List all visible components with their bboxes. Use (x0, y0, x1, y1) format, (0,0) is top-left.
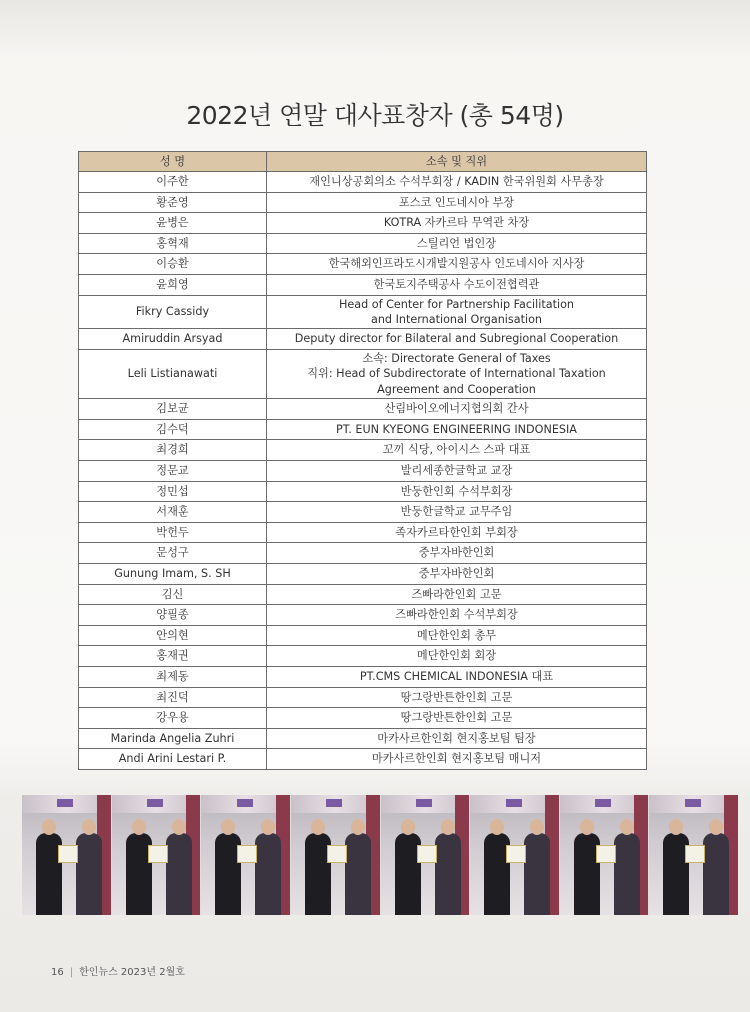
awardee-name: 서재훈 (79, 502, 267, 523)
publication-name: 한인뉴스 2023년 2월호 (79, 967, 185, 978)
awardee-affiliation: 포스코 인도네시아 부장 (267, 192, 647, 213)
awardees-table (78, 151, 647, 770)
table-row (79, 440, 647, 461)
awardee-figure (703, 833, 729, 915)
awardee-name: 홍재권 (79, 646, 267, 667)
table-row (79, 295, 647, 329)
awardee-affiliation: Head of Center for Partnership Facilitation and International Organisation (267, 295, 647, 329)
awardee-name: 문성구 (79, 543, 267, 564)
table-row (79, 329, 647, 350)
page-number: 16 (51, 967, 64, 978)
awardee-affiliation: 반둥한글학교 교무주임 (267, 502, 647, 523)
table-row (79, 460, 647, 481)
awardee-affiliation: KOTRA 자카르타 무역관 차장 (267, 213, 647, 234)
awardee-name: 김보균 (79, 399, 267, 420)
certificate-icon (596, 845, 616, 863)
awardee-affiliation: 마카사르한인회 현지홍보팀 팀장 (267, 728, 647, 749)
awardee-affiliation: 꼬끼 식당, 아이시스 스파 대표 (267, 440, 647, 461)
awardee-name: 최진덕 (79, 687, 267, 708)
awardee-affiliation: 산림바이오에너지협의회 간사 (267, 399, 647, 420)
awardee-affiliation: 마카사르한인회 현지홍보팀 매니저 (267, 749, 647, 770)
awardee-name: 박헌두 (79, 522, 267, 543)
awardee-affiliation: PT. EUN KYEONG ENGINEERING INDONESIA (267, 419, 647, 440)
certificate-icon (506, 845, 526, 863)
header-name: 성 명 (79, 152, 267, 172)
awardee-name: 이승환 (79, 254, 267, 275)
awardee-name: Andi Arini Lestari P. (79, 749, 267, 770)
table-row (79, 274, 647, 295)
award-photo-strip (22, 795, 738, 915)
awardee-affiliation: 반둥한인회 수석부회장 (267, 481, 647, 502)
awardee-affiliation: 즈빠라한인회 수석부회장 (267, 605, 647, 626)
awardee-name: 윤희영 (79, 274, 267, 295)
certificate-icon (237, 845, 257, 863)
certificate-icon (58, 845, 78, 863)
table-row (79, 605, 647, 626)
table-row (79, 502, 647, 523)
awardee-name: 정민섭 (79, 481, 267, 502)
awardee-affiliation: Deputy director for Bilateral and Subregional Cooperation (267, 329, 647, 350)
awardee-affiliation: 즈빠라한인회 고문 (267, 584, 647, 605)
awardee-name: 김신 (79, 584, 267, 605)
page-footer (51, 963, 185, 978)
awardee-affiliation: 한국해외인프라도시개발지원공사 인도네시아 지사장 (267, 254, 647, 275)
awardee-name: 김수덕 (79, 419, 267, 440)
awardee-affiliation: 중부자바한인회 (267, 543, 647, 564)
awardee-figure (435, 833, 461, 915)
table-row (79, 481, 647, 502)
awardee-affiliation: 땅그랑반튼한인회 고문 (267, 687, 647, 708)
awardee-name: 윤병은 (79, 213, 267, 234)
page-title: 2022년 연말 대사표창자 (총 54명) (186, 101, 564, 130)
awardee-affiliation: 스틸리언 법인장 (267, 233, 647, 254)
award-ceremony-photo (470, 795, 559, 915)
certificate-icon (148, 845, 168, 863)
awardee-name: 황준영 (79, 192, 267, 213)
awardee-name: 안의현 (79, 625, 267, 646)
awardee-affiliation: 메단한인회 총무 (267, 625, 647, 646)
awardee-name: 양필종 (79, 605, 267, 626)
table-row (79, 666, 647, 687)
awardee-affiliation: 한국토지주택공사 수도이전협력관 (267, 274, 647, 295)
awardee-affiliation: PT.CMS CHEMICAL INDONESIA 대표 (267, 666, 647, 687)
awardee-affiliation: 메단한인회 회장 (267, 646, 647, 667)
certificate-icon (327, 845, 347, 863)
awardee-name: 강우용 (79, 708, 267, 729)
table-row (79, 213, 647, 234)
awardee-name: 이주한 (79, 172, 267, 193)
table-row (79, 419, 647, 440)
award-ceremony-photo (381, 795, 470, 915)
awardee-affiliation: 재인니상공회의소 수석부회장 / KADIN 한국위원회 사무총장 (267, 172, 647, 193)
table-row (79, 584, 647, 605)
awardee-name: Gunung Imam, S. SH (79, 563, 267, 584)
awardee-name: 홍혁재 (79, 233, 267, 254)
award-ceremony-photo (560, 795, 649, 915)
award-ceremony-photo (291, 795, 380, 915)
table-row (79, 625, 647, 646)
table-row (79, 349, 647, 398)
footer-separator: | (69, 967, 74, 978)
table-row (79, 522, 647, 543)
certificate-icon (417, 845, 437, 863)
table-row (79, 646, 647, 667)
awardee-figure (255, 833, 281, 915)
header-affiliation: 소속 및 직위 (267, 152, 647, 172)
awardee-affiliation: 족자카르타한인회 부회장 (267, 522, 647, 543)
table-row (79, 728, 647, 749)
awardee-affiliation: 땅그랑반튼한인회 고문 (267, 708, 647, 729)
awardee-name: Marinda Angelia Zuhri (79, 728, 267, 749)
awardee-figure (166, 833, 192, 915)
table-row (79, 563, 647, 584)
award-ceremony-photo (649, 795, 738, 915)
awardee-figure (614, 833, 640, 915)
award-ceremony-photo (112, 795, 201, 915)
table-row (79, 254, 647, 275)
awardee-affiliation: 중부자바한인회 (267, 563, 647, 584)
award-ceremony-photo (22, 795, 111, 915)
awardee-affiliation: 발리세종한글학교 교장 (267, 460, 647, 481)
awardee-figure (345, 833, 371, 915)
awardee-name: Amiruddin Arsyad (79, 329, 267, 350)
certificate-icon (685, 845, 705, 863)
table-row (79, 399, 647, 420)
awardee-name: 정문교 (79, 460, 267, 481)
awardee-figure (76, 833, 102, 915)
table-row (79, 749, 647, 770)
awardee-figure (524, 833, 550, 915)
awardee-name: Fikry Cassidy (79, 295, 267, 329)
awardee-name: Leli Listianawati (79, 349, 267, 398)
award-ceremony-photo (201, 795, 290, 915)
awardee-name: 최경희 (79, 440, 267, 461)
table-row (79, 543, 647, 564)
awardee-affiliation: 소속: Directorate General of Taxes 직위: Head of Subdirectorate of International Taxation Agreement and Cooperation (267, 349, 647, 398)
table-row (79, 172, 647, 193)
table-row (79, 708, 647, 729)
table-row (79, 687, 647, 708)
awardee-name: 최제동 (79, 666, 267, 687)
table-row (79, 192, 647, 213)
table-row (79, 233, 647, 254)
table-header-row (79, 152, 647, 172)
